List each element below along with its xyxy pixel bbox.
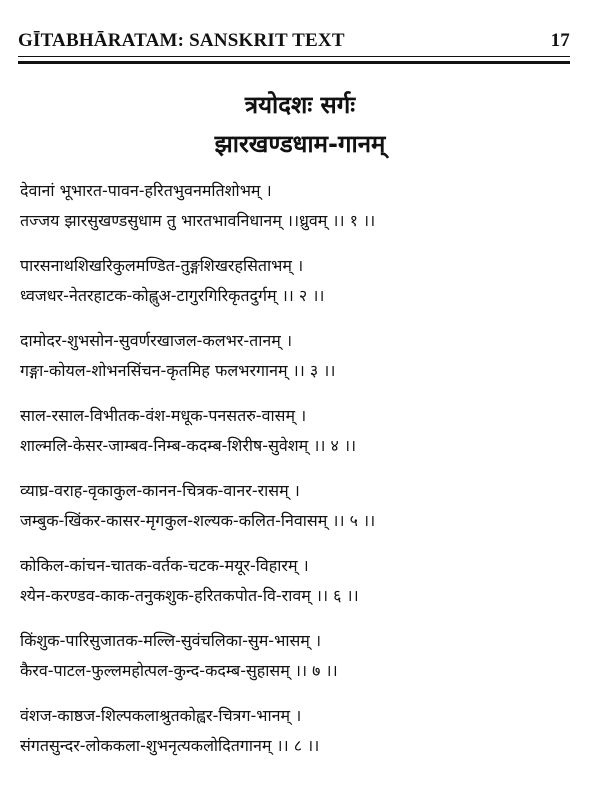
stanza-1 <box>20 176 580 236</box>
verse-line: श्येन-करण्डव-काक-तनुकशुक-हरितकपोत-वि-रावम् ।। ६ ।। <box>20 586 359 605</box>
verse-line: संगतसुन्दर-लोककला-शुभनृत्यकलोदितगानम् ।। ८ ।। <box>20 736 320 755</box>
verse-line: साल-रसाल-विभीतक-वंश-मधूक-पनसतरु-वासम् । <box>20 406 307 425</box>
verse-line: किंशुक-पारिसुजातक-मल्लि-सुवंचलिका-सुम-भासम् । <box>20 631 322 650</box>
stanza-8 <box>20 701 580 761</box>
running-title: GĪTABHĀRATAM: SANSKRIT TEXT <box>18 30 345 51</box>
title-block <box>0 86 600 164</box>
verse-line: गङ्गा-कोयल-शोभनसिंचन-कृतमिह फलभरगानम् ।। ३ ।। <box>20 361 336 380</box>
stanza-7 <box>20 626 580 686</box>
stanza-6 <box>20 551 580 611</box>
verse-line: ध्वजधर-नेतरहाटक-कोह्लुअ-टागुरगिरिकृतदुर्गम् ।। २ ।। <box>20 286 325 305</box>
header-rule-thin <box>18 56 570 57</box>
running-head <box>18 26 570 52</box>
verse-line: तज्जय झारसुखण्डसुधाम तु भारतभावनिधानम् ।।ध्रुवम् ।। १ ।। <box>20 211 376 230</box>
verse-block <box>20 176 580 776</box>
verse-line: कैरव-पाटल-फुल्लमहोत्पल-कुन्द-कदम्ब-सुहासम् ।। ७ ।। <box>20 661 338 680</box>
verse-line: व्याघ्र-वराह-वृकाकुल-कानन-चित्रक-वानर-रासम् । <box>20 481 300 500</box>
canto-title: त्रयोदशः सर्गः <box>244 91 356 119</box>
verse-line: देवानां भूभारत-पावन-हरितभुवनमतिशोभम् । <box>20 181 272 200</box>
stanza-3 <box>20 326 580 386</box>
header-rule-thick <box>18 61 570 64</box>
verse-line: जम्बुक-खिंकर-कासर-मृगकुल-शल्यक-कलित-निवासम् ।। ५ ।। <box>20 511 376 530</box>
stanza-5 <box>20 476 580 536</box>
stanza-2 <box>20 251 580 311</box>
verse-line: दामोदर-शुभसोन-सुवर्णरखाजल-कलभर-तानम् । <box>20 331 293 350</box>
verse-line: पारसनाथशिखरिकुलमण्डित-तुङ्गशिखरहसिताभम् । <box>20 256 304 275</box>
poem-title: झारखण्डधाम-गानम् <box>214 130 386 158</box>
verse-line: वंशज-काष्ठज-शिल्पकलाश्रुतकोह्वर-चित्रग-भानम् । <box>20 706 302 725</box>
page-number: 17 <box>550 30 570 51</box>
verse-line: कोकिल-कांचन-चातक-वर्तक-चटक-मयूर-विहारम् । <box>20 556 309 575</box>
verse-line: शाल्मलि-केसर-जाम्बव-निम्ब-कदम्ब-शिरीष-सुवेशम् ।। ४ ।। <box>20 436 357 455</box>
stanza-4 <box>20 401 580 461</box>
